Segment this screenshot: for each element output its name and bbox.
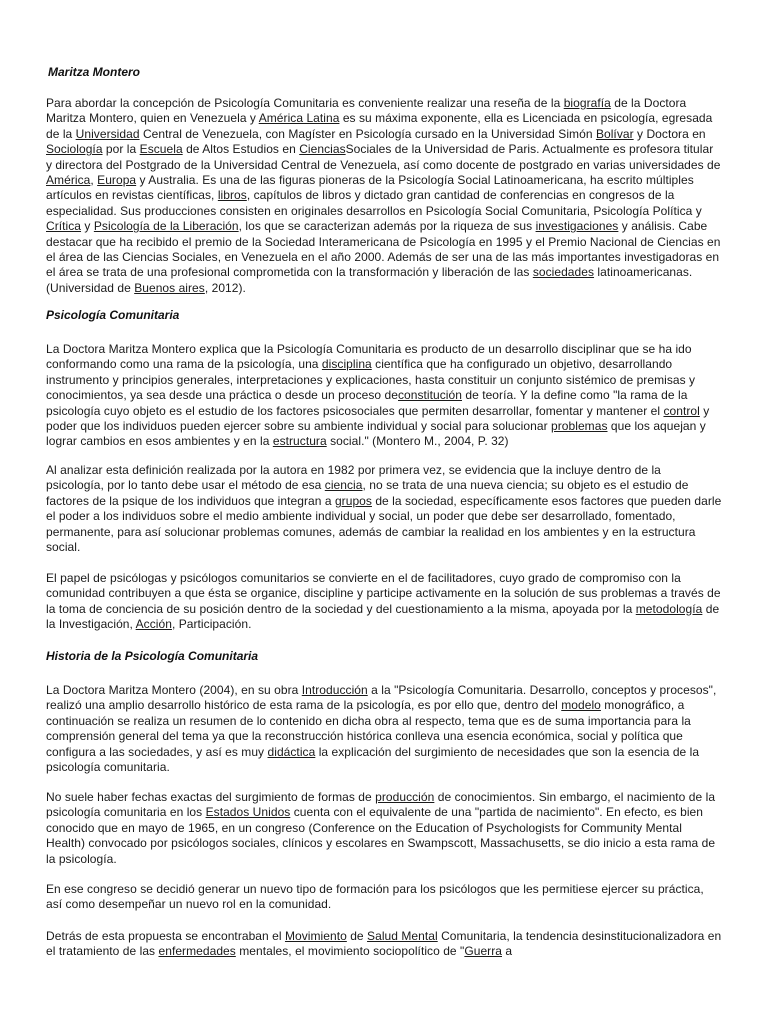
inline-link[interactable]: Crítica: [46, 219, 82, 234]
inline-link[interactable]: disciplina: [321, 357, 372, 372]
inline-link[interactable]: enfermedades: [158, 944, 236, 959]
paragraph-biography: [46, 96, 722, 296]
text-run: de Altos Estudios en: [182, 142, 300, 157]
inline-link[interactable]: Sociología: [46, 142, 103, 157]
text-run: latinoamericanas. (Universidad de: [46, 265, 693, 295]
inline-link[interactable]: ciencia: [324, 478, 363, 493]
heading-psicologia-comunitaria: Psicología Comunitaria: [46, 308, 180, 322]
text-run: de la Investigación,: [46, 601, 720, 632]
inline-link[interactable]: libros: [217, 188, 247, 203]
inline-link[interactable]: América Latina: [258, 111, 340, 126]
inline-link[interactable]: sociedades: [532, 265, 595, 280]
inline-link[interactable]: Guerra: [464, 944, 502, 959]
inline-link[interactable]: control: [663, 403, 700, 418]
text-run: Sociales de la Universidad de Paris. Actualmente es profesora titular y directora del Postgrado de la Universidad Central de Venezuela, así como docente de postgrado en varias universidades de: [46, 142, 721, 172]
text-run: Al analizar esta definición realizada por la autora en 1982 por primera vez, se evidencia que la incluye dentro de la psicología, por lo tanto debe usar el método de esa: [46, 463, 661, 493]
inline-link[interactable]: Salud Mental: [367, 929, 438, 943]
inline-link[interactable]: modelo: [561, 698, 601, 713]
inline-link[interactable]: Ciencias: [299, 142, 346, 157]
text-run: y Doctora en: [633, 126, 706, 141]
text-run: por la: [102, 142, 140, 157]
inline-link[interactable]: Psicología de la Liberación: [93, 219, 239, 234]
text-run: , los que se caracterizan además por la riqueza de sus: [238, 219, 536, 234]
text-run: , capítulos de libros y dictado gran cantidad de conferencias en congresos de la especialidad. Sus producciones consisten en originales desarrollos en Psicología Social Comunitaria, Psicología Política y: [46, 188, 702, 218]
text-run: es su máxima exponente, ella es Licenciada en psicología, egresada de la: [46, 111, 713, 141]
text-run: y Australia. Es una de las figuras pioneras de la Psicología Social Latinoamericana, ha escrito múltiples artículos en revistas científicas,: [46, 173, 694, 203]
text-run: de la sociedad, específicamente esos factores que pueden darle el poder a los individuos sobre el medio ambiente individual y social, un poder que debe ser desarrollado, fomentado, permanente, para así solucionar problemas comunes, además de cambiar la realidad en los ambientes y en la estructura social.: [46, 493, 722, 555]
paragraph-analysis: [46, 463, 722, 555]
inline-link[interactable]: estructura: [272, 434, 327, 449]
inline-link[interactable]: grupos: [334, 493, 372, 508]
text-run: , Participación.: [171, 617, 252, 632]
inline-link[interactable]: biografía: [563, 96, 611, 110]
inline-link[interactable]: América: [46, 173, 91, 188]
text-run: que los aquejan y lograr cambios en esos ambientes y en la: [46, 419, 706, 449]
inline-link[interactable]: metodología: [635, 601, 703, 616]
text-run: , no se trata de una nueva ciencia; su objeto es el estudio de factores de la psique de los individuos que integran a: [46, 478, 689, 508]
paragraph-congress: [46, 882, 722, 913]
paragraph-history-intro: [46, 683, 722, 775]
text-run: Detrás de esta propuesta se encontraban el: [46, 929, 285, 943]
text-run: ,: [90, 173, 98, 188]
inline-link[interactable]: constitución: [398, 388, 462, 403]
text-run: No suele haber fechas exactas del surgimiento de formas de: [46, 790, 376, 804]
text-run: de: [346, 929, 368, 943]
paragraph-movements: [46, 929, 722, 960]
text-run: En ese congreso se decidió generar un nuevo tipo de formación para los psicólogos que les permitiese ejercer su práctica, así como desempeñar un nuevo rol en la comunidad.: [46, 882, 704, 912]
inline-link[interactable]: Estados Unidos: [205, 805, 291, 820]
inline-link[interactable]: Escuela: [139, 142, 183, 157]
text-run: de la Doctora Maritza Montero, quien en Venezuela y: [46, 96, 687, 126]
inline-link[interactable]: Movimiento: [284, 929, 347, 943]
inline-link[interactable]: Introducción: [301, 683, 368, 697]
paragraph-definition: [46, 342, 722, 450]
text-run: y poder que los individuos pueden ejercer sobre su ambiente individual y social para solucionar: [46, 403, 710, 434]
text-run: a la "Psicología Comunitaria. Desarrollo, conceptos y procesos", realizó una amplio desarrollo histórico de esta rama de la psicología, es por ello que, dentro del: [46, 683, 717, 713]
paragraph-history-birth: [46, 790, 722, 867]
inline-link[interactable]: problemas: [551, 419, 608, 434]
text-run: Central de Venezuela, con Magíster en Psicología cursado en la Universidad Simón: [139, 126, 596, 141]
heading-historia: Historia de la Psicología Comunitaria: [46, 649, 259, 663]
inline-link[interactable]: Bolívar: [595, 126, 634, 141]
text-run: La Doctora Maritza Montero (2004), en su obra: [46, 683, 302, 697]
paragraph-role: [46, 571, 722, 633]
text-run: El papel de psicólogas y psicólogos comunitarios se convierte en el de facilitadores, cuyo grado de compromiso con la comunidad contribuyen a que ésta se organice, discipline y participe activamente en la solución de sus problemas a través de la toma de conciencia de su posición dentro de la sociedad y del cuestionamiento a la misma, apoyada por la: [46, 571, 721, 616]
heading-maritza-montero: Maritza Montero: [48, 65, 141, 79]
text-run: de conocimientos. Sin embargo, el nacimiento de la psicología comunitaria en los: [46, 790, 716, 820]
text-run: mentales, el movimiento sociopolítico de ": [235, 944, 465, 959]
text-run: y análisis. Cabe destacar que ha recibido el premio de la Sociedad Interamericana de Psicología en 1995 y el Premio Nacional de Ciencias en el área de las Ciencias Sociales, en Venezuela en el año 2000. Además de ser una de las más importantes investigadoras en el área se trata de una profesional comprometida con la transformación y liberación de las: [46, 219, 721, 280]
inline-link[interactable]: Universidad: [75, 126, 140, 141]
inline-link[interactable]: investigaciones: [535, 219, 619, 234]
inline-link[interactable]: didáctica: [267, 744, 316, 759]
text-run: monográfico, a continuación se realiza un resumen de lo contenido en dicha obra al respecto, tema que es de suma importancia para la comprensión general del tema ya que la reconstrucción histórica conlleva una esencia económica, social y política que configura a las sociedades, y así es muy: [46, 698, 691, 759]
text-run: a: [502, 944, 513, 959]
text-run: la explicación del surgimiento de necesidades que son la esencia de la psicología comunitaria.: [46, 744, 700, 775]
text-run: de teoría. Y la define como "la rama de la psicología cuyo objeto es el estudio de los factores psicosociales que permiten desarrollar, fomentar y mantener el: [46, 388, 688, 418]
inline-link[interactable]: Buenos aires: [134, 280, 205, 295]
text-run: y: [81, 219, 94, 234]
text-run: La Doctora Maritza Montero explica que la Psicología Comunitaria es producto de un desarrollo disciplinar que se ha ido conformando como una rama de la psicología, una: [46, 342, 692, 372]
text-run: Comunitaria, la tendencia desinstitucionalizadora en el tratamiento de las: [46, 929, 722, 959]
text-run: Para abordar la concepción de Psicología Comunitaria es conveniente realizar una reseña de la: [46, 96, 564, 110]
text-run: , 2012).: [204, 280, 246, 295]
inline-link[interactable]: Acción: [135, 617, 172, 632]
text-run: cuenta con el equivalente de una "partida de nacimiento". En efecto, es bien conocido que en mayo de 1965, en un congreso (Conference on the Education of Psychologists for Community Mental Health) convocado por psicólogos sociales, clínicos y escolares en Swampscott, Massachusetts, se dio inicio a esta rama de la psicología.: [46, 805, 716, 866]
text-run: científica que ha configurado un objetivo, desarrollando instrumento y principios generales, interpretaciones y explicaciones, hasta constituir un conjunto sistémico de premisas y conocimientos, ya sea desde una práctica o desde un proceso de: [46, 357, 696, 403]
inline-link[interactable]: Europa: [97, 173, 137, 188]
text-run: social." (Montero M., 2004, P. 32): [326, 434, 509, 449]
inline-link[interactable]: producción: [375, 790, 435, 804]
